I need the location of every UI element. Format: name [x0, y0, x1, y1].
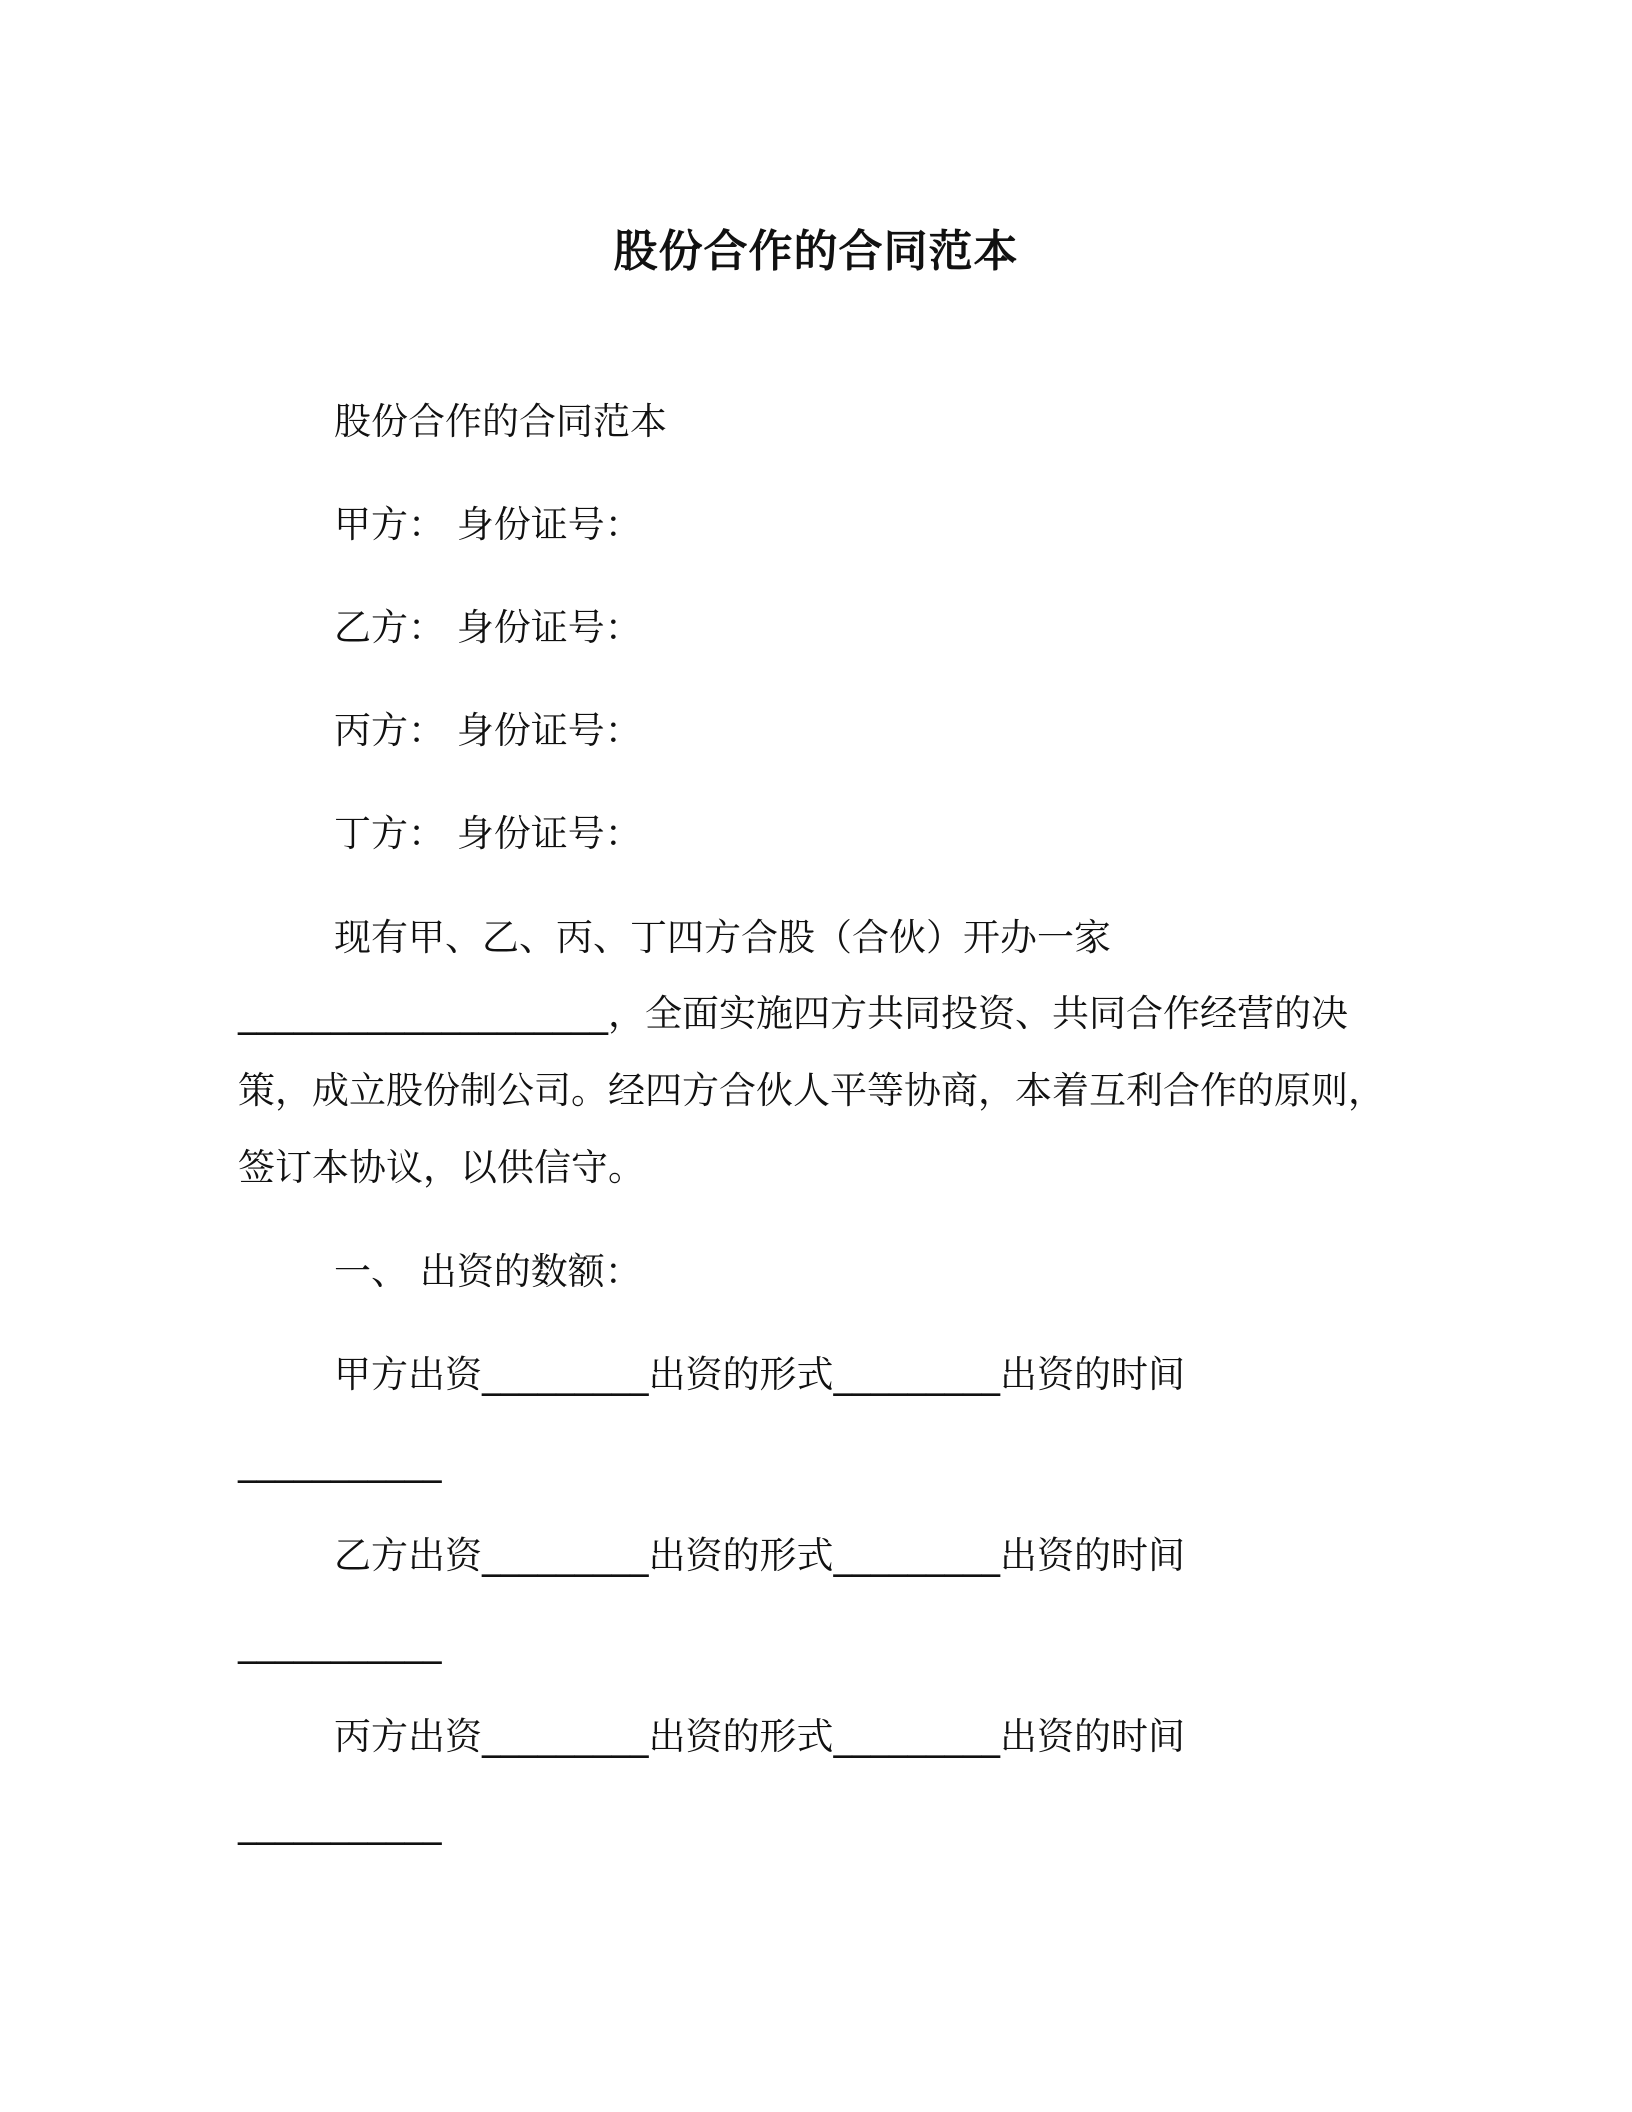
party-a-line: 甲方： 身份证号： — [334, 503, 642, 546]
document-subtitle: 股份合作的合同范本 — [334, 400, 667, 443]
intro-paragraph-line-2: ____________________，全面实施四方共同投资、共同合作经营的决 — [238, 992, 1348, 1035]
contribution-b-line-2: ___________ — [238, 1621, 442, 1664]
section-1-heading: 一、 出资的数额： — [334, 1250, 642, 1293]
intro-paragraph-line-4: 签订本协议，以供信守。 — [238, 1146, 645, 1189]
contribution-a-line-2: ___________ — [238, 1440, 442, 1483]
intro-paragraph-line-3: 策，成立股份制公司。经四方合伙人平等协商，本着互利合作的原则， — [238, 1069, 1385, 1112]
document-title: 股份合作的合同范本 — [613, 226, 1019, 277]
contribution-a-line-1: 甲方出资_________出资的形式_________出资的时间 — [334, 1353, 1185, 1396]
party-b-line: 乙方： 身份证号： — [334, 606, 642, 649]
contribution-b-line-1: 乙方出资_________出资的形式_________出资的时间 — [334, 1534, 1185, 1577]
intro-paragraph-line-1: 现有甲、乙、丙、丁四方合股（合伙）开办一家 — [334, 916, 1111, 959]
party-d-line: 丁方： 身份证号： — [334, 812, 642, 855]
party-c-line: 丙方： 身份证号： — [334, 709, 642, 752]
contribution-c-line-1: 丙方出资_________出资的形式_________出资的时间 — [334, 1715, 1185, 1758]
contribution-c-line-2: ___________ — [238, 1802, 442, 1845]
